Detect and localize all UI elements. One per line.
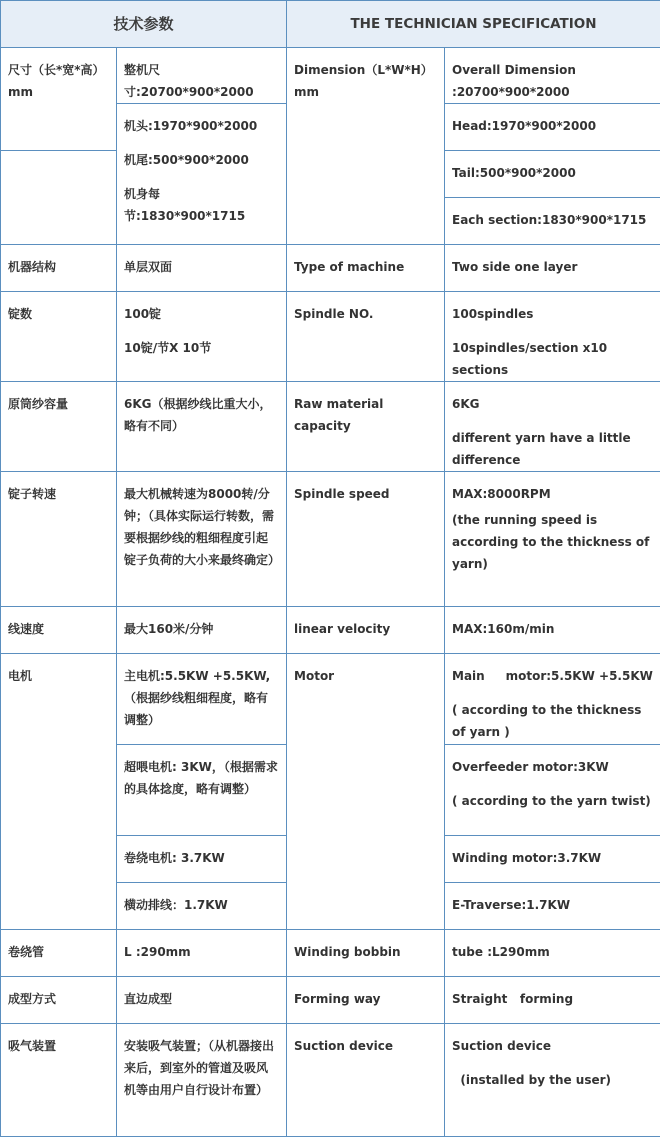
dimension-cn-parts: [117, 104, 287, 245]
speed-en-value-2: (the running speed is according to the thickness of yarn): [452, 509, 653, 575]
table-row: [1, 472, 660, 607]
bobbin-en-value: tube :L290mm: [445, 930, 660, 977]
forming-cn-label: 成型方式: [1, 977, 117, 1024]
motor-en-main-2: ( according to the thickness of yarn ): [452, 699, 653, 743]
suction-en-label: Suction device: [287, 1024, 445, 1137]
motor-cn-traverse: 横动排线：1.7KW: [117, 883, 287, 930]
speed-en-value: [445, 472, 660, 607]
motor-en-winding: Winding motor:3.7KW: [445, 836, 660, 883]
table-row: [1, 607, 660, 654]
header-row: [1, 1, 660, 48]
motor-en-overfeed-1: Overfeeder motor:3KW: [452, 756, 653, 778]
dimension-en-section: Each section:1830*900*1715: [445, 198, 660, 245]
structure-cn-label: 机器结构: [1, 245, 117, 292]
capacity-en-value-1: 6KG: [452, 393, 653, 415]
table-row: [1, 382, 660, 472]
forming-en-value: Straight forming: [445, 977, 660, 1024]
structure-en-label: Type of machine: [287, 245, 445, 292]
motor-en-overfeed: [445, 745, 660, 836]
motor-en-traverse: E-Traverse:1.7KW: [445, 883, 660, 930]
table-row: [1, 654, 660, 745]
motor-cn-winding: 卷绕电机: 3.7KW: [117, 836, 287, 883]
spindles-cn-label: 锭数: [1, 292, 117, 382]
dimension-en-overall: Overall Dimension :20700*900*2000: [445, 48, 660, 104]
forming-en-label: Forming way: [287, 977, 445, 1024]
motor-en-overfeed-2: ( according to the yarn twist): [452, 790, 653, 812]
table-row: [1, 245, 660, 292]
speed-en-label: Spindle speed: [287, 472, 445, 607]
dimension-cn-section: 机身每节:1830*900*1715: [124, 183, 279, 227]
spindles-cn-value: [117, 292, 287, 382]
motor-cn-label: 电机: [1, 654, 117, 930]
capacity-cn-label: 原筒纱容量: [1, 382, 117, 472]
suction-en-value-1: Suction device: [452, 1035, 653, 1057]
table-row: [1, 1024, 660, 1137]
motor-en-main: [445, 654, 660, 745]
motor-cn-overfeed: 超喂电机: 3KW，（根据需求的具体捻度，略有调整）: [117, 745, 287, 836]
bobbin-en-label: Winding bobbin: [287, 930, 445, 977]
bobbin-cn-label: 卷绕管: [1, 930, 117, 977]
suction-en-value: [445, 1024, 660, 1137]
capacity-en-value: [445, 382, 660, 472]
spindles-en-value-2: 10spindles/section x10 sections: [452, 337, 653, 381]
structure-cn-value: 单层双面: [117, 245, 287, 292]
motor-en-main-1: Main motor:5.5KW +5.5KW: [452, 665, 653, 687]
speed-cn-value: 最大机械转速为8000转/分钟；（具体实际运行转数，需要根据纱线的粗细程度引起锭子负荷的大小来最终确定）: [117, 472, 287, 607]
table-row: [1, 292, 660, 382]
speed-en-value-1: MAX:8000RPM: [452, 483, 653, 505]
dimension-cn-label: 尺寸（长*宽*高）mm: [1, 48, 117, 151]
spindles-en-value: [445, 292, 660, 382]
header-cn: 技术参数: [1, 1, 287, 48]
spindles-cn-value-2: 10锭/节X 10节: [124, 337, 279, 359]
capacity-en-label: Raw material capacity: [287, 382, 445, 472]
table-row: [1, 48, 660, 104]
dimension-cn-overall: 整机尺寸:20700*900*2000: [117, 48, 287, 104]
spindles-en-value-1: 100spindles: [452, 303, 653, 325]
motor-cn-main: 主电机:5.5KW +5.5KW,（根据纱线粗细程度，略有调整）: [117, 654, 287, 745]
motor-en-label: Motor: [287, 654, 445, 930]
dimension-cn-head: 机头:1970*900*2000: [124, 115, 279, 137]
forming-cn-value: 直边成型: [117, 977, 287, 1024]
suction-cn-label: 吸气装置: [1, 1024, 117, 1137]
suction-cn-value: 安装吸气装置；（从机器接出来后，到室外的管道及吸风机等由用户自行设计布置）: [117, 1024, 287, 1137]
dimension-en-head: Head:1970*900*2000: [445, 104, 660, 151]
speed-cn-label: 锭子转速: [1, 472, 117, 607]
bobbin-cn-value: L :290mm: [117, 930, 287, 977]
dimension-cn-tail: 机尾:500*900*2000: [124, 149, 279, 171]
spindles-en-label: Spindle NO.: [287, 292, 445, 382]
dimension-en-tail: Tail:500*900*2000: [445, 151, 660, 198]
structure-en-value: Two side one layer: [445, 245, 660, 292]
linear-en-value: MAX:160m/min: [445, 607, 660, 654]
capacity-en-value-2: different yarn have a little difference: [452, 427, 653, 471]
linear-cn-value: 最大160米/分钟: [117, 607, 287, 654]
header-en: THE TECHNICIAN SPECIFICATION: [287, 1, 660, 48]
capacity-cn-value: 6KG（根据纱线比重大小，略有不同）: [117, 382, 287, 472]
suction-en-value-2: (installed by the user): [452, 1069, 653, 1091]
table-row: [1, 977, 660, 1024]
linear-en-label: linear velocity: [287, 607, 445, 654]
dimension-en-label: Dimension（L*W*H）mm: [287, 48, 445, 245]
linear-cn-label: 线速度: [1, 607, 117, 654]
spindles-cn-value-1: 100锭: [124, 303, 279, 325]
table-row: [1, 930, 660, 977]
